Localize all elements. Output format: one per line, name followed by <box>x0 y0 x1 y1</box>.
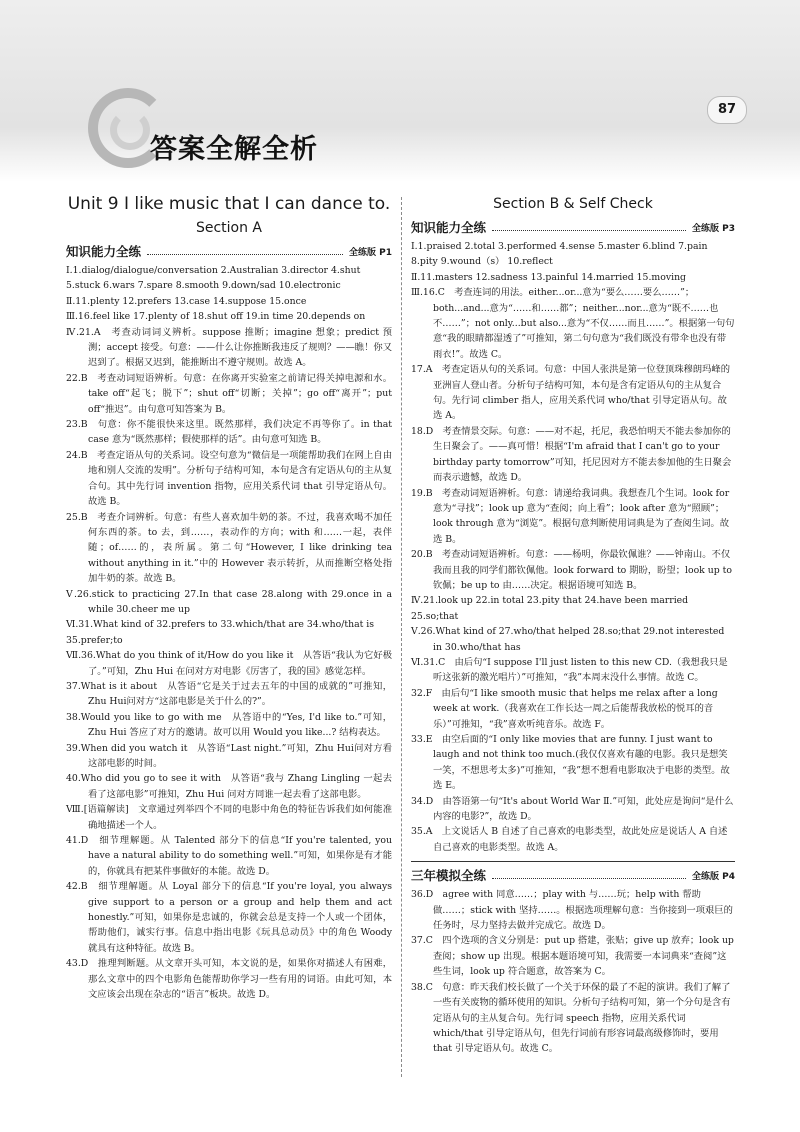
answer-item: 42.B 细节理解题。从 Loyal 部分下的信息“If you're loyal, you always give support to a person or a group and help them and act honestly.”可知，如果你是忠诚的，你就会总是支持一个人或一个团体，帮助他们，诚实行事。信息中指出电影《玩具总动员》中的角色 Woody 就具有这种特征。故选 B。 <box>66 881 392 954</box>
section-bar-three-year <box>411 861 735 884</box>
section-bar-title: 知识能力全练 <box>411 220 487 235</box>
answer-item: 40.Who did you go to see it with 从答语“我与 Zhang Lingling 一起去看了这部电影”可推知，Zhu Hui 问对方同谁一起去看了这部电影。 <box>66 773 392 800</box>
dotted-leader <box>492 223 686 231</box>
answer-item: 23.B 句意：你不能很快来这里。既然那样，我们决定不再等你了。in that case 意为“既然那样；假使那样的话”。由句意可知选 B。 <box>66 419 392 446</box>
answer-item: Ⅲ.16.C 考查连词的用法。either...or...意为“要么……要么……”；both...and...意为“……和……都”；neither...nor...意为“既不……也不……”；not only...but also...意为“不仅……而且……”。根据第一句句意“我的眼睛都湿透了”可推知，第二句句意为“我们既没有带伞也没有带雨衣!”。故选 C。 <box>411 287 735 360</box>
answer-item: 43.D 推理判断题。从文章开头可知，本文说的是，如果你对描述人有困难，那么文章中的四个电影角色能帮助你学习一些有用的词语。由此可知，本文应该会出现在杂志的“语言”板块。故选 D。 <box>66 958 392 1001</box>
left-column <box>66 192 392 1003</box>
page-number: 87 <box>707 96 747 124</box>
answer-item: Ⅴ.26.stick to practicing 27.In that case 28.along with 29.once in a while 30.cheer me up <box>66 588 392 615</box>
answer-item: 25.so;that <box>411 610 459 622</box>
answer-item: 35.A 上文说话人 B 自述了自己喜欢的电影类型，故此处应是说话人 A 自述自己喜欢的电影类型。故选 A。 <box>411 826 728 853</box>
answer-item: 32.F 由后句“I like smooth music that helps me relax after a long week at work.（我喜欢在工作长达一周之后能帮我放松的悦耳的音乐）”可推知，“我”喜欢听纯音乐。故选 F。 <box>411 687 718 730</box>
section-b-title: Section B & Self Check <box>493 196 653 212</box>
column-divider <box>401 197 402 1077</box>
answer-item: 22.B 考查动词短语辨析。句意：在你离开实验室之前请记得关掉电源和水。take off“起飞；脱下”；shut off“切断；关掉”；go off“离开”；put off“推迟”。由句意可知答案为 B。 <box>66 372 392 415</box>
answer-item: Ⅱ.11.masters 12.sadness 13.painful 14.married 15.moving <box>411 271 687 283</box>
answer-item: 39.When did you watch it 从答语“Last night.”可知，Zhu Hui问对方看这部电影的时间。 <box>66 742 392 769</box>
answer-item: 20.B 考查动词短语辨析。句意：——杨明，你最钦佩谁？——钟南山。不仅我而且我的同学们都钦佩他。look forward to 期盼，盼望；look up to 钦佩；be up to 由……决定。根据语境可知选 B。 <box>411 549 733 591</box>
section-bar-tag: 全练版 P4 <box>692 871 735 882</box>
answer-item: Ⅱ.11.plenty 12.prefers 13.case 14.suppose 15.once <box>66 295 307 307</box>
answer-item: 38.C 句意：昨天我们校长做了一个关于环保的最了不起的演讲。我们了解了一些有关废物的循环使用的知识。分析句子结构可知，第一个分句是含有定语从句的主从复合句。先行词 speech 指物，应用关系代词 which/that 引导定语从句，但先行词前有形容词最高级修饰时，要用 that 引导定语从句。故选 C。 <box>411 981 731 1055</box>
answer-item: 37.What is it about 从答语“它是关于过去五年的中国的成就的”可推知，Zhu Hui问对方“这部电影是关于什么的?”。 <box>66 680 392 708</box>
answer-item: 37.C 四个选项的含义分别是：put up 搭建，张贴；give up 放弃；look up 查阅；show up 出现。根据本题语境可知，我需要一本词典来“查阅”这些生词，look up 符合题意，故答案为 C。 <box>411 935 734 978</box>
dotted-leader <box>492 871 686 879</box>
answer-item: 18.D 考查情景交际。句意：——对不起，托尼，我恐怕明天不能去参加你的生日聚会了。——真可惜！根据“I'm afraid that I can't go to your birthday party tomorrow”可知，托尼因对方不能去参加他的生日聚会而表示遗憾，故选 D。 <box>411 425 732 484</box>
answer-item: 38.Would you like to go with me 从答语中的“Yes, I'd like to.”可知，Zhu Hui 答应了对方的邀请。故可以用 Would you like...? 结构表达。 <box>66 711 392 739</box>
answer-item: 35.prefer;to <box>66 634 123 646</box>
section-bar-title: 知识能力全练 <box>66 244 142 259</box>
section-bar-tag: 全练版 P1 <box>349 247 392 258</box>
dotted-leader <box>147 247 343 255</box>
answer-item: 41.D 细节理解题。从 Talented 部分下的信息“If you're talented, you have a natural ability to do something well.”可知，如果你是有才能的，你就具有把某件事做好的本能。故选 D。 <box>66 835 392 877</box>
answer-item: 5.stuck 6.wars 7.spare 8.smooth 9.down/sad 10.electronic <box>66 280 341 292</box>
answer-item: 24.B 考查定语从句的关系词。设空句意为“微信是一项能帮助我们在网上自由地和别人交流的发明”。分析句子结构可知，本句是含有定语从句的主从复合句。其中先行词 invention 指物，应用关系代词 that 引导定语从句。故选 B。 <box>66 449 392 508</box>
page-title: 答案全解全析 <box>150 134 318 165</box>
answer-item: 8.pity 9.wound（s） 10.reflect <box>411 256 553 268</box>
section-bar-knowledge <box>66 242 392 260</box>
answer-item: Ⅵ.31.C 由后句“I suppose I'll just listen to this new CD.（我想我只是听这张新的激光唱片）”可推知，“我”本周末没什么事情。故选 C。 <box>411 656 728 684</box>
answer-item: Ⅳ.21.look up 22.in total 23.pity that 24.have been married <box>411 595 689 607</box>
answer-item: 25.B 考查介词辨析。句意：有些人喜欢加牛奶的茶。不过，我喜欢喝不加任何东西的茶。to 去，到……，表动作的方向；with 和……一起，表伴随；of……的，表所属。第二句“However, I like drinking tea without anything in it.”中的 However 表示转折，从而推断空格处指加牛奶的茶。故选 B。 <box>66 511 392 585</box>
answer-item: 34.D 由答语第一句“It's about World War Ⅱ.”可知，此处应是询问“是什么内容的电影?”，故选 D。 <box>411 795 734 823</box>
unit-title: Unit 9 I like music that I can dance to. <box>67 194 391 214</box>
section-bar-tag: 全练版 P3 <box>692 223 735 234</box>
answer-item: Ⅵ.31.What kind of 32.prefers to 33.which/that are 34.who/that is <box>66 619 375 631</box>
answer-item: 33.E 由空后面的“I only like movies that are funny. I just want to laugh and not think too much.(我仅仅喜欢有趣的电影。我只是想笑一笑，不想思考太多)”可推知，“我”想不想看电影取决于电影的类型。故选 E。 <box>411 734 730 792</box>
logo-inner-ring-icon <box>110 110 150 150</box>
answer-item: Ⅶ.36.What do you think of it/How do you like it 从答语“我认为它好极了。”可知，Zhu Hui 在问对方对电影《厉害了，我的国》感觉怎样。 <box>66 650 392 677</box>
answer-item: 19.B 考查动词短语辨析。句意：请递给我词典。我想查几个生词。look for 意为“寻找”；look up 意为“查阅；向上看”；look after 意为“照顾”；look through 意为“浏览”。根据句意判断使用词典是为了查阅生词。故选 B。 <box>411 487 730 545</box>
answer-list-left <box>66 263 392 1003</box>
answer-list-right-1 <box>411 239 735 855</box>
answer-item: Ⅷ.[语篇解读] 文章通过列举四个不同的电影中角色的特征告诉我们如何能准确地描述一个人。 <box>66 804 392 831</box>
answer-item: Ⅰ.1.dialog/dialogue/conversation 2.Australian 3.director 4.shut <box>66 265 361 276</box>
answer-item: Ⅰ.1.praised 2.total 3.performed 4.sense 5.master 6.blind 7.pain <box>411 241 708 252</box>
section-bar-knowledge-b <box>411 218 735 236</box>
answer-item: Ⅲ.16.feel like 17.plenty of 18.shut off 19.in time 20.depends on <box>66 311 366 323</box>
section-a-title: Section A <box>195 220 263 236</box>
answer-list-right-2 <box>411 887 735 1056</box>
answer-item: 36.D agree with 同意……；play with 与……玩；help with 帮助做……；stick with 坚持……。根据选项理解句意：当你接到一项艰巨的任务时，尽力坚持去做并完成它。故选 D。 <box>411 889 733 932</box>
answer-item: Ⅴ.26.What kind of 27.who/that helped 28.so;that 29.not interested in 30.who/that has <box>411 626 725 653</box>
right-column <box>411 192 735 1057</box>
section-bar-title: 三年模拟全练 <box>411 868 487 884</box>
answer-item: Ⅳ.21.A 考查动词词义辨析。suppose 推断；imagine 想象；predict 预测；accept 接受。句意：——什么让你推断我违反了规则？——瞧！你又迟到了。根据又迟到，能推断出不遵守规则。故选 A。 <box>66 326 392 369</box>
answer-item: 17.A 考查定语从句的关系词。句意：中国人张洪是第一位登顶珠穆朗玛峰的亚洲盲人登山者。分析句子结构可知，本句是含有定语从句的主从复合句。先行词 climber 指人，应用关系代词 who/that 引导定语从句。故选 A。 <box>411 364 730 422</box>
